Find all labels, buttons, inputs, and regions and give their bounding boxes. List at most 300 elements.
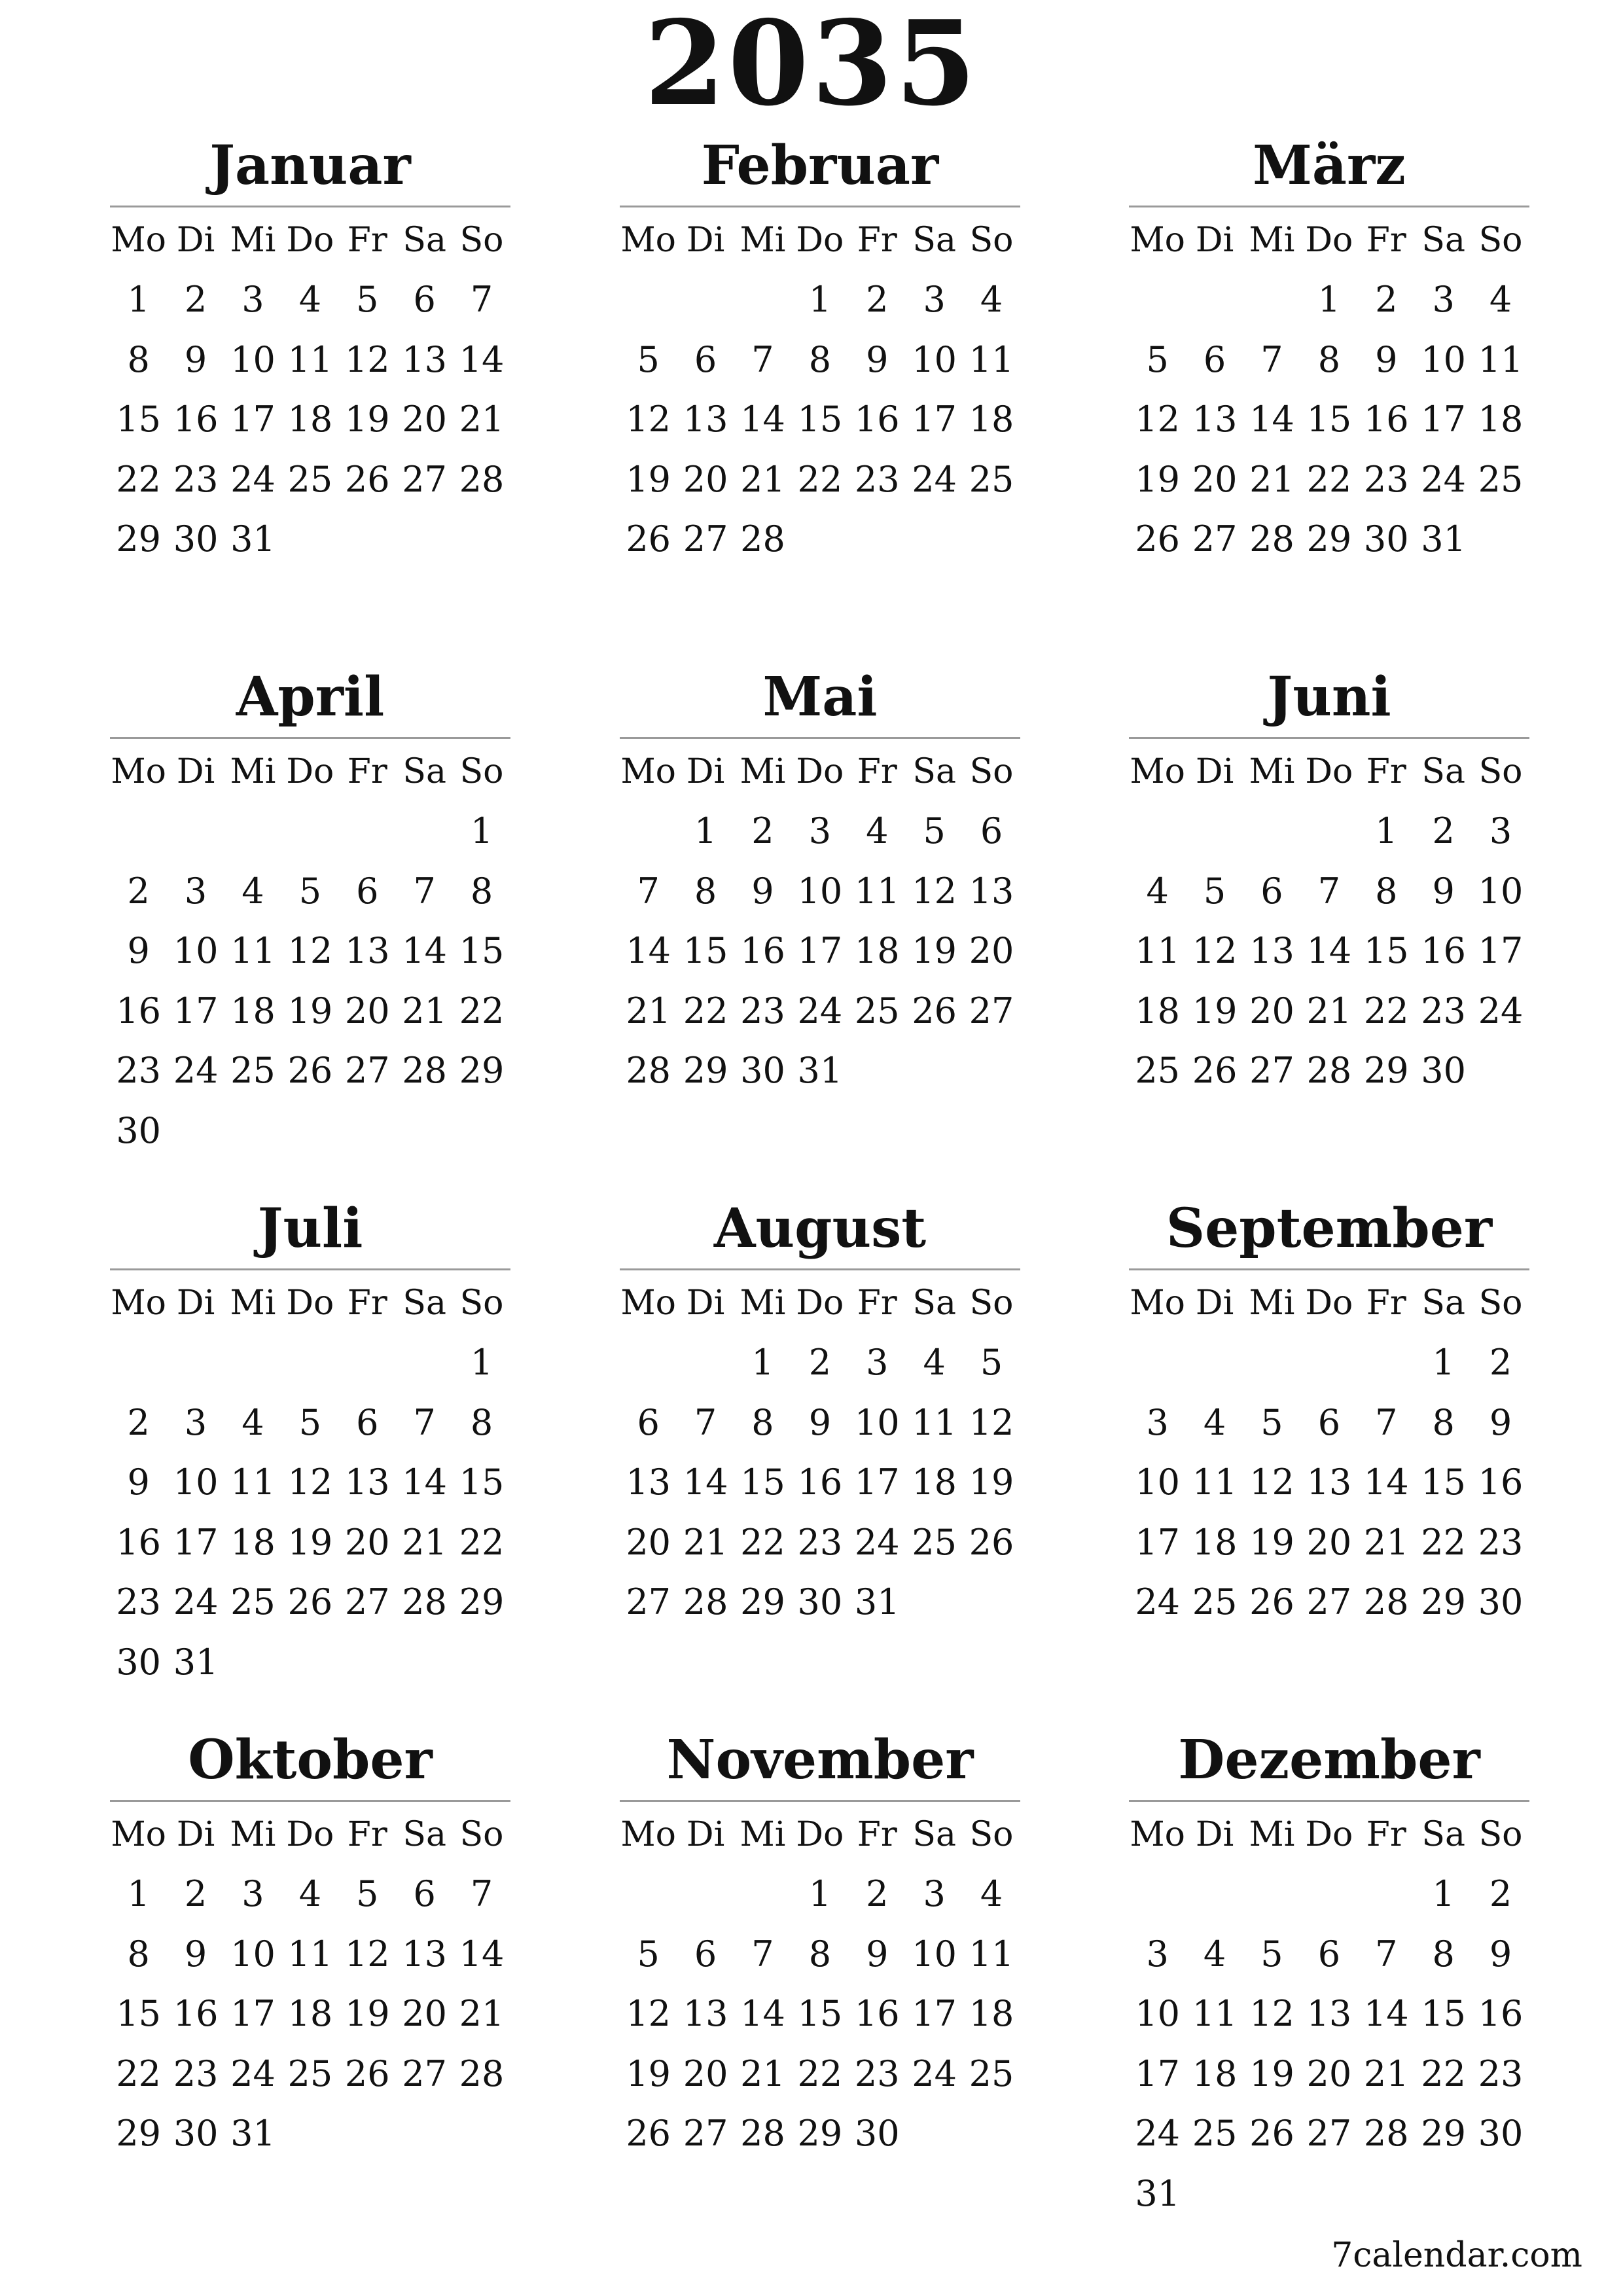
weekday-label: So — [969, 220, 1014, 260]
month-divider — [110, 737, 510, 739]
week-row — [620, 1333, 1020, 1393]
day-cell: 16 — [797, 1462, 843, 1503]
month-divider — [620, 1268, 1020, 1270]
day-cell: 20 — [402, 399, 447, 440]
week-row — [620, 1041, 1020, 1102]
day-cell: 8 — [470, 870, 493, 912]
day-cell: 5 — [298, 1401, 322, 1443]
weekday-label: Di — [686, 1814, 725, 1854]
day-cell: 18 — [1135, 990, 1181, 1031]
day-cell: 8 — [751, 1401, 774, 1443]
day-cell: 15 — [1421, 1462, 1466, 1503]
day-cell: 3 — [866, 1342, 889, 1384]
day-cell: 21 — [402, 990, 447, 1031]
week-row — [1129, 1865, 1529, 1925]
weekday-label: Do — [1305, 1814, 1353, 1854]
weekday-header — [1129, 742, 1529, 802]
day-cell: 6 — [1317, 1933, 1341, 1975]
weekday-label: Di — [176, 1814, 215, 1854]
month-name: Mai — [762, 666, 878, 728]
week-row — [1129, 1513, 1529, 1573]
day-cell: 25 — [1478, 458, 1524, 500]
day-cell: 1 — [751, 1342, 774, 1384]
weekday-header — [620, 742, 1020, 802]
day-cell: 22 — [459, 1521, 505, 1563]
day-cell: 17 — [230, 1993, 276, 2035]
day-cell: 29 — [1421, 2113, 1466, 2155]
day-cell: 20 — [683, 458, 728, 500]
day-cell: 12 — [912, 870, 957, 912]
day-cell: 5 — [637, 1933, 660, 1975]
week-row — [1129, 390, 1529, 450]
day-cell: 24 — [173, 1581, 219, 1623]
month-name: Oktober — [188, 1729, 433, 1791]
day-cell: 7 — [1375, 1401, 1398, 1443]
day-cell: 22 — [797, 458, 843, 500]
day-cell: 26 — [969, 1521, 1014, 1563]
day-cell: 6 — [413, 1873, 436, 1915]
day-cell: 27 — [344, 1050, 390, 1092]
day-cell: 4 — [1489, 279, 1512, 321]
day-cell: 21 — [459, 1993, 505, 2035]
day-cell: 14 — [402, 930, 447, 972]
weekday-label: Mo — [1130, 1814, 1185, 1854]
month-name: Dezember — [1178, 1729, 1480, 1791]
day-cell: 21 — [683, 1521, 728, 1563]
day-cell: 13 — [1306, 1993, 1352, 2035]
day-cell: 25 — [287, 2053, 333, 2094]
day-cell: 15 — [740, 1462, 785, 1503]
day-cell: 9 — [866, 338, 889, 380]
day-cell: 20 — [402, 1993, 447, 2035]
day-cell: 24 — [797, 990, 843, 1031]
day-cell: 23 — [854, 458, 900, 500]
day-cell: 19 — [287, 990, 333, 1031]
weekday-label: Fr — [1366, 1283, 1406, 1323]
day-cell: 7 — [1260, 338, 1283, 380]
day-cell: 5 — [1260, 1933, 1283, 1975]
week-row — [620, 1513, 1020, 1573]
weekday-label: Mi — [1249, 1814, 1295, 1854]
week-row — [620, 510, 1020, 570]
day-cell: 2 — [1489, 1873, 1512, 1915]
day-cell: 11 — [969, 1933, 1014, 1975]
week-row — [1129, 1333, 1529, 1393]
week-row — [110, 1632, 510, 1693]
day-cell: 16 — [854, 1993, 900, 2035]
week-row — [620, 1453, 1020, 1513]
day-cell: 8 — [470, 1401, 493, 1443]
day-cell: 25 — [1135, 1050, 1181, 1092]
day-cell: 12 — [1249, 1462, 1294, 1503]
day-cell: 20 — [626, 1521, 671, 1563]
day-cell: 18 — [1192, 1521, 1238, 1563]
day-cell: 13 — [344, 1462, 390, 1503]
week-row — [620, 390, 1020, 450]
day-cell: 16 — [1363, 399, 1409, 440]
day-cell: 26 — [912, 990, 957, 1031]
day-cell: 2 — [127, 870, 150, 912]
day-cell: 15 — [1421, 1993, 1466, 2035]
day-cell: 1 — [808, 279, 832, 321]
day-cell: 16 — [1421, 930, 1466, 972]
day-cell: 8 — [1432, 1933, 1455, 1975]
month-name: April — [236, 666, 385, 728]
weekday-label: Sa — [402, 1814, 446, 1854]
day-cell: 18 — [969, 1993, 1014, 2035]
month-divider — [110, 1800, 510, 1802]
week-row — [110, 2104, 510, 2164]
week-row — [110, 1984, 510, 2045]
day-cell: 3 — [808, 810, 832, 852]
year-title: 2035 — [644, 0, 979, 132]
day-cell: 30 — [1363, 518, 1409, 560]
day-cell: 28 — [459, 2053, 505, 2094]
week-row — [110, 270, 510, 331]
day-cell: 8 — [1317, 338, 1341, 380]
day-cell: 23 — [173, 2053, 219, 2094]
day-cell: 3 — [241, 1873, 264, 1915]
day-cell: 24 — [1135, 2113, 1181, 2155]
day-cell: 21 — [1363, 2053, 1409, 2094]
day-cell: 21 — [626, 990, 671, 1031]
weekday-header — [1129, 210, 1529, 270]
day-cell: 19 — [344, 399, 390, 440]
day-cell: 19 — [626, 2053, 671, 2094]
day-cell: 4 — [923, 1342, 946, 1384]
week-row — [110, 390, 510, 450]
day-cell: 30 — [854, 2113, 900, 2155]
day-cell: 6 — [1260, 870, 1283, 912]
day-cell: 30 — [173, 2113, 219, 2155]
day-cell: 26 — [1249, 2113, 1294, 2155]
week-row — [1129, 1393, 1529, 1453]
day-cell: 7 — [637, 870, 660, 912]
day-cell: 25 — [969, 2053, 1014, 2094]
day-cell: 6 — [356, 1401, 379, 1443]
day-cell: 26 — [287, 1581, 333, 1623]
weekday-label: Mi — [230, 220, 276, 260]
day-cell: 28 — [683, 1581, 728, 1623]
day-cell: 26 — [1192, 1050, 1238, 1092]
day-cell: 11 — [287, 338, 333, 380]
weekday-label: So — [459, 1814, 504, 1854]
weekday-label: Di — [686, 1283, 725, 1323]
day-cell: 13 — [683, 399, 728, 440]
day-cell: 20 — [1306, 2053, 1352, 2094]
day-cell: 10 — [1478, 870, 1524, 912]
day-cell: 15 — [797, 399, 843, 440]
day-cell: 8 — [1432, 1401, 1455, 1443]
weekday-label: Fr — [1366, 751, 1406, 791]
weekday-label: Sa — [912, 1283, 956, 1323]
week-row — [1129, 1573, 1529, 1633]
week-row — [620, 922, 1020, 982]
day-cell: 9 — [1375, 338, 1398, 380]
day-cell: 27 — [1192, 518, 1238, 560]
weekday-label: Do — [1305, 751, 1353, 791]
day-cell: 29 — [459, 1581, 505, 1623]
day-cell: 18 — [287, 399, 333, 440]
day-cell: 5 — [980, 1342, 1003, 1384]
month-block — [110, 666, 510, 1161]
weekday-header — [620, 1273, 1020, 1333]
weekday-label: Do — [286, 220, 334, 260]
day-cell: 2 — [1432, 810, 1455, 852]
month-name: März — [1253, 134, 1406, 197]
day-cell: 3 — [1432, 279, 1455, 321]
month-name: Februar — [701, 134, 939, 197]
day-cell: 23 — [797, 1521, 843, 1563]
day-cell: 20 — [683, 2053, 728, 2094]
day-cell: 16 — [173, 1993, 219, 2035]
weekday-label: Do — [796, 751, 844, 791]
day-cell: 14 — [1363, 1462, 1409, 1503]
day-cell: 27 — [683, 518, 728, 560]
month-block — [620, 134, 1020, 569]
week-row — [110, 1041, 510, 1102]
day-cell: 10 — [173, 930, 219, 972]
day-cell: 10 — [912, 1933, 957, 1975]
day-cell: 18 — [230, 990, 276, 1031]
day-cell: 28 — [402, 1050, 447, 1092]
month-divider — [1129, 206, 1529, 207]
day-cell: 29 — [797, 2113, 843, 2155]
weekday-header — [110, 1804, 510, 1865]
day-cell: 21 — [740, 2053, 785, 2094]
week-row — [620, 1984, 1020, 2045]
week-row — [110, 861, 510, 922]
month-block — [1129, 1729, 1529, 2224]
day-cell: 25 — [912, 1521, 957, 1563]
day-cell: 11 — [230, 930, 276, 972]
day-cell: 24 — [1135, 1581, 1181, 1623]
day-cell: 15 — [459, 1462, 505, 1503]
day-cell: 17 — [1478, 930, 1524, 972]
day-cell: 19 — [1249, 2053, 1294, 2094]
month-block — [1129, 1197, 1529, 1632]
day-cell: 1 — [1432, 1873, 1455, 1915]
day-cell: 19 — [1135, 458, 1181, 500]
day-cell: 17 — [1135, 1521, 1181, 1563]
weekday-label: Sa — [402, 220, 446, 260]
day-cell: 11 — [854, 870, 900, 912]
week-row — [1129, 1924, 1529, 1984]
day-cell: 9 — [1489, 1401, 1512, 1443]
day-cell: 22 — [797, 2053, 843, 2094]
weekday-label: Mo — [111, 751, 166, 791]
day-cell: 7 — [413, 870, 436, 912]
day-cell: 24 — [230, 2053, 276, 2094]
weekday-label: So — [1478, 220, 1523, 260]
day-cell: 27 — [402, 458, 447, 500]
day-cell: 13 — [1306, 1462, 1352, 1503]
day-cell: 7 — [751, 338, 774, 380]
day-cell: 2 — [808, 1342, 832, 1384]
day-cell: 7 — [1317, 870, 1341, 912]
day-cell: 3 — [1489, 810, 1512, 852]
day-cell: 5 — [298, 870, 322, 912]
day-cell: 30 — [1478, 2113, 1524, 2155]
day-cell: 28 — [740, 2113, 785, 2155]
day-cell: 31 — [230, 518, 276, 560]
week-row — [110, 1513, 510, 1573]
day-cell: 24 — [912, 2053, 957, 2094]
day-cell: 2 — [751, 810, 774, 852]
day-cell: 22 — [1421, 2053, 1466, 2094]
day-cell: 12 — [626, 399, 671, 440]
day-cell: 26 — [344, 2053, 390, 2094]
weekday-label: Sa — [1421, 1814, 1465, 1854]
day-cell: 17 — [797, 930, 843, 972]
day-cell: 11 — [1192, 1993, 1238, 2035]
day-cell: 13 — [626, 1462, 671, 1503]
weekday-header — [620, 210, 1020, 270]
weekday-label: Mi — [230, 751, 276, 791]
day-cell: 5 — [356, 279, 379, 321]
day-cell: 27 — [402, 2053, 447, 2094]
day-cell: 17 — [1421, 399, 1466, 440]
day-cell: 20 — [1192, 458, 1238, 500]
day-cell: 8 — [1375, 870, 1398, 912]
day-cell: 24 — [1478, 990, 1524, 1031]
month-block — [110, 134, 510, 569]
day-cell: 2 — [866, 1873, 889, 1915]
day-cell: 25 — [854, 990, 900, 1031]
day-cell: 15 — [116, 1993, 162, 2035]
weekday-header — [1129, 1804, 1529, 1865]
month-block — [620, 1729, 1020, 2164]
day-cell: 24 — [912, 458, 957, 500]
day-cell: 12 — [626, 1993, 671, 2035]
day-cell: 29 — [1421, 1581, 1466, 1623]
day-cell: 18 — [854, 930, 900, 972]
week-row — [110, 1101, 510, 1161]
day-cell: 4 — [1203, 1933, 1226, 1975]
day-cell: 12 — [1135, 399, 1181, 440]
month-divider — [110, 1268, 510, 1270]
day-cell: 14 — [459, 338, 505, 380]
weekday-label: Fr — [857, 1814, 897, 1854]
weekday-label: Sa — [1421, 751, 1465, 791]
week-row — [1129, 1984, 1529, 2045]
day-cell: 22 — [1306, 458, 1352, 500]
day-cell: 18 — [1192, 2053, 1238, 2094]
day-cell: 9 — [808, 1401, 832, 1443]
month-name: Januar — [209, 134, 411, 197]
day-cell: 10 — [1421, 338, 1466, 380]
day-cell: 21 — [1363, 1521, 1409, 1563]
day-cell: 6 — [637, 1401, 660, 1443]
week-row — [620, 802, 1020, 862]
weekday-label: Mo — [111, 220, 166, 260]
weekday-header — [110, 1273, 510, 1333]
week-row — [1129, 510, 1529, 570]
day-cell: 30 — [797, 1581, 843, 1623]
day-cell: 17 — [230, 399, 276, 440]
day-cell: 18 — [1478, 399, 1524, 440]
month-block — [110, 1197, 510, 1693]
day-cell: 11 — [1135, 930, 1181, 972]
weekday-label: So — [459, 751, 504, 791]
day-cell: 12 — [287, 1462, 333, 1503]
month-name: September — [1166, 1197, 1493, 1260]
day-cell: 14 — [1306, 930, 1352, 972]
month-divider — [620, 737, 1020, 739]
weekday-label: Do — [796, 220, 844, 260]
week-row — [1129, 922, 1529, 982]
week-row — [1129, 2164, 1529, 2224]
day-cell: 23 — [116, 1050, 162, 1092]
day-cell: 11 — [1478, 338, 1524, 380]
day-cell: 21 — [402, 1521, 447, 1563]
week-row — [1129, 2044, 1529, 2104]
day-cell: 22 — [459, 990, 505, 1031]
day-cell: 14 — [459, 1933, 505, 1975]
day-cell: 5 — [637, 338, 660, 380]
week-row — [110, 1453, 510, 1513]
day-cell: 13 — [1249, 930, 1294, 972]
weekday-label: Mi — [740, 220, 786, 260]
weekday-header — [1129, 1273, 1529, 1333]
month-divider — [1129, 737, 1529, 739]
week-row — [620, 2104, 1020, 2164]
day-cell: 26 — [287, 1050, 333, 1092]
day-cell: 11 — [1192, 1462, 1238, 1503]
day-cell: 25 — [230, 1581, 276, 1623]
day-cell: 25 — [1192, 1581, 1238, 1623]
day-cell: 28 — [740, 518, 785, 560]
weekday-label: Do — [1305, 220, 1353, 260]
day-cell: 7 — [470, 1873, 493, 1915]
week-row — [620, 270, 1020, 331]
day-cell: 16 — [854, 399, 900, 440]
week-row — [110, 802, 510, 862]
month-divider — [620, 206, 1020, 207]
day-cell: 5 — [923, 810, 946, 852]
weekday-label: Di — [1195, 751, 1234, 791]
day-cell: 13 — [683, 1993, 728, 2035]
day-cell: 27 — [1306, 1581, 1352, 1623]
day-cell: 3 — [1146, 1933, 1169, 1975]
day-cell: 13 — [1192, 399, 1238, 440]
day-cell: 23 — [854, 2053, 900, 2094]
day-cell: 5 — [356, 1873, 379, 1915]
day-cell: 9 — [1489, 1933, 1512, 1975]
day-cell: 17 — [854, 1462, 900, 1503]
day-cell: 15 — [1363, 930, 1409, 972]
day-cell: 5 — [1203, 870, 1226, 912]
day-cell: 28 — [1363, 1581, 1409, 1623]
day-cell: 20 — [1249, 990, 1294, 1031]
day-cell: 23 — [173, 458, 219, 500]
weekday-header — [620, 1804, 1020, 1865]
day-cell: 28 — [626, 1050, 671, 1092]
weekday-label: Mi — [1249, 1283, 1295, 1323]
day-cell: 18 — [287, 1993, 333, 2035]
day-cell: 27 — [1306, 2113, 1352, 2155]
weekday-label: Do — [796, 1283, 844, 1323]
weekday-label: Fr — [1366, 1814, 1406, 1854]
weekday-label: Mo — [1130, 220, 1185, 260]
day-cell: 24 — [1421, 458, 1466, 500]
weekday-label: So — [1478, 1814, 1523, 1854]
day-cell: 1 — [470, 810, 493, 852]
weekday-label: Do — [286, 1283, 334, 1323]
day-cell: 3 — [1146, 1401, 1169, 1443]
day-cell: 18 — [969, 399, 1014, 440]
day-cell: 9 — [1432, 870, 1455, 912]
